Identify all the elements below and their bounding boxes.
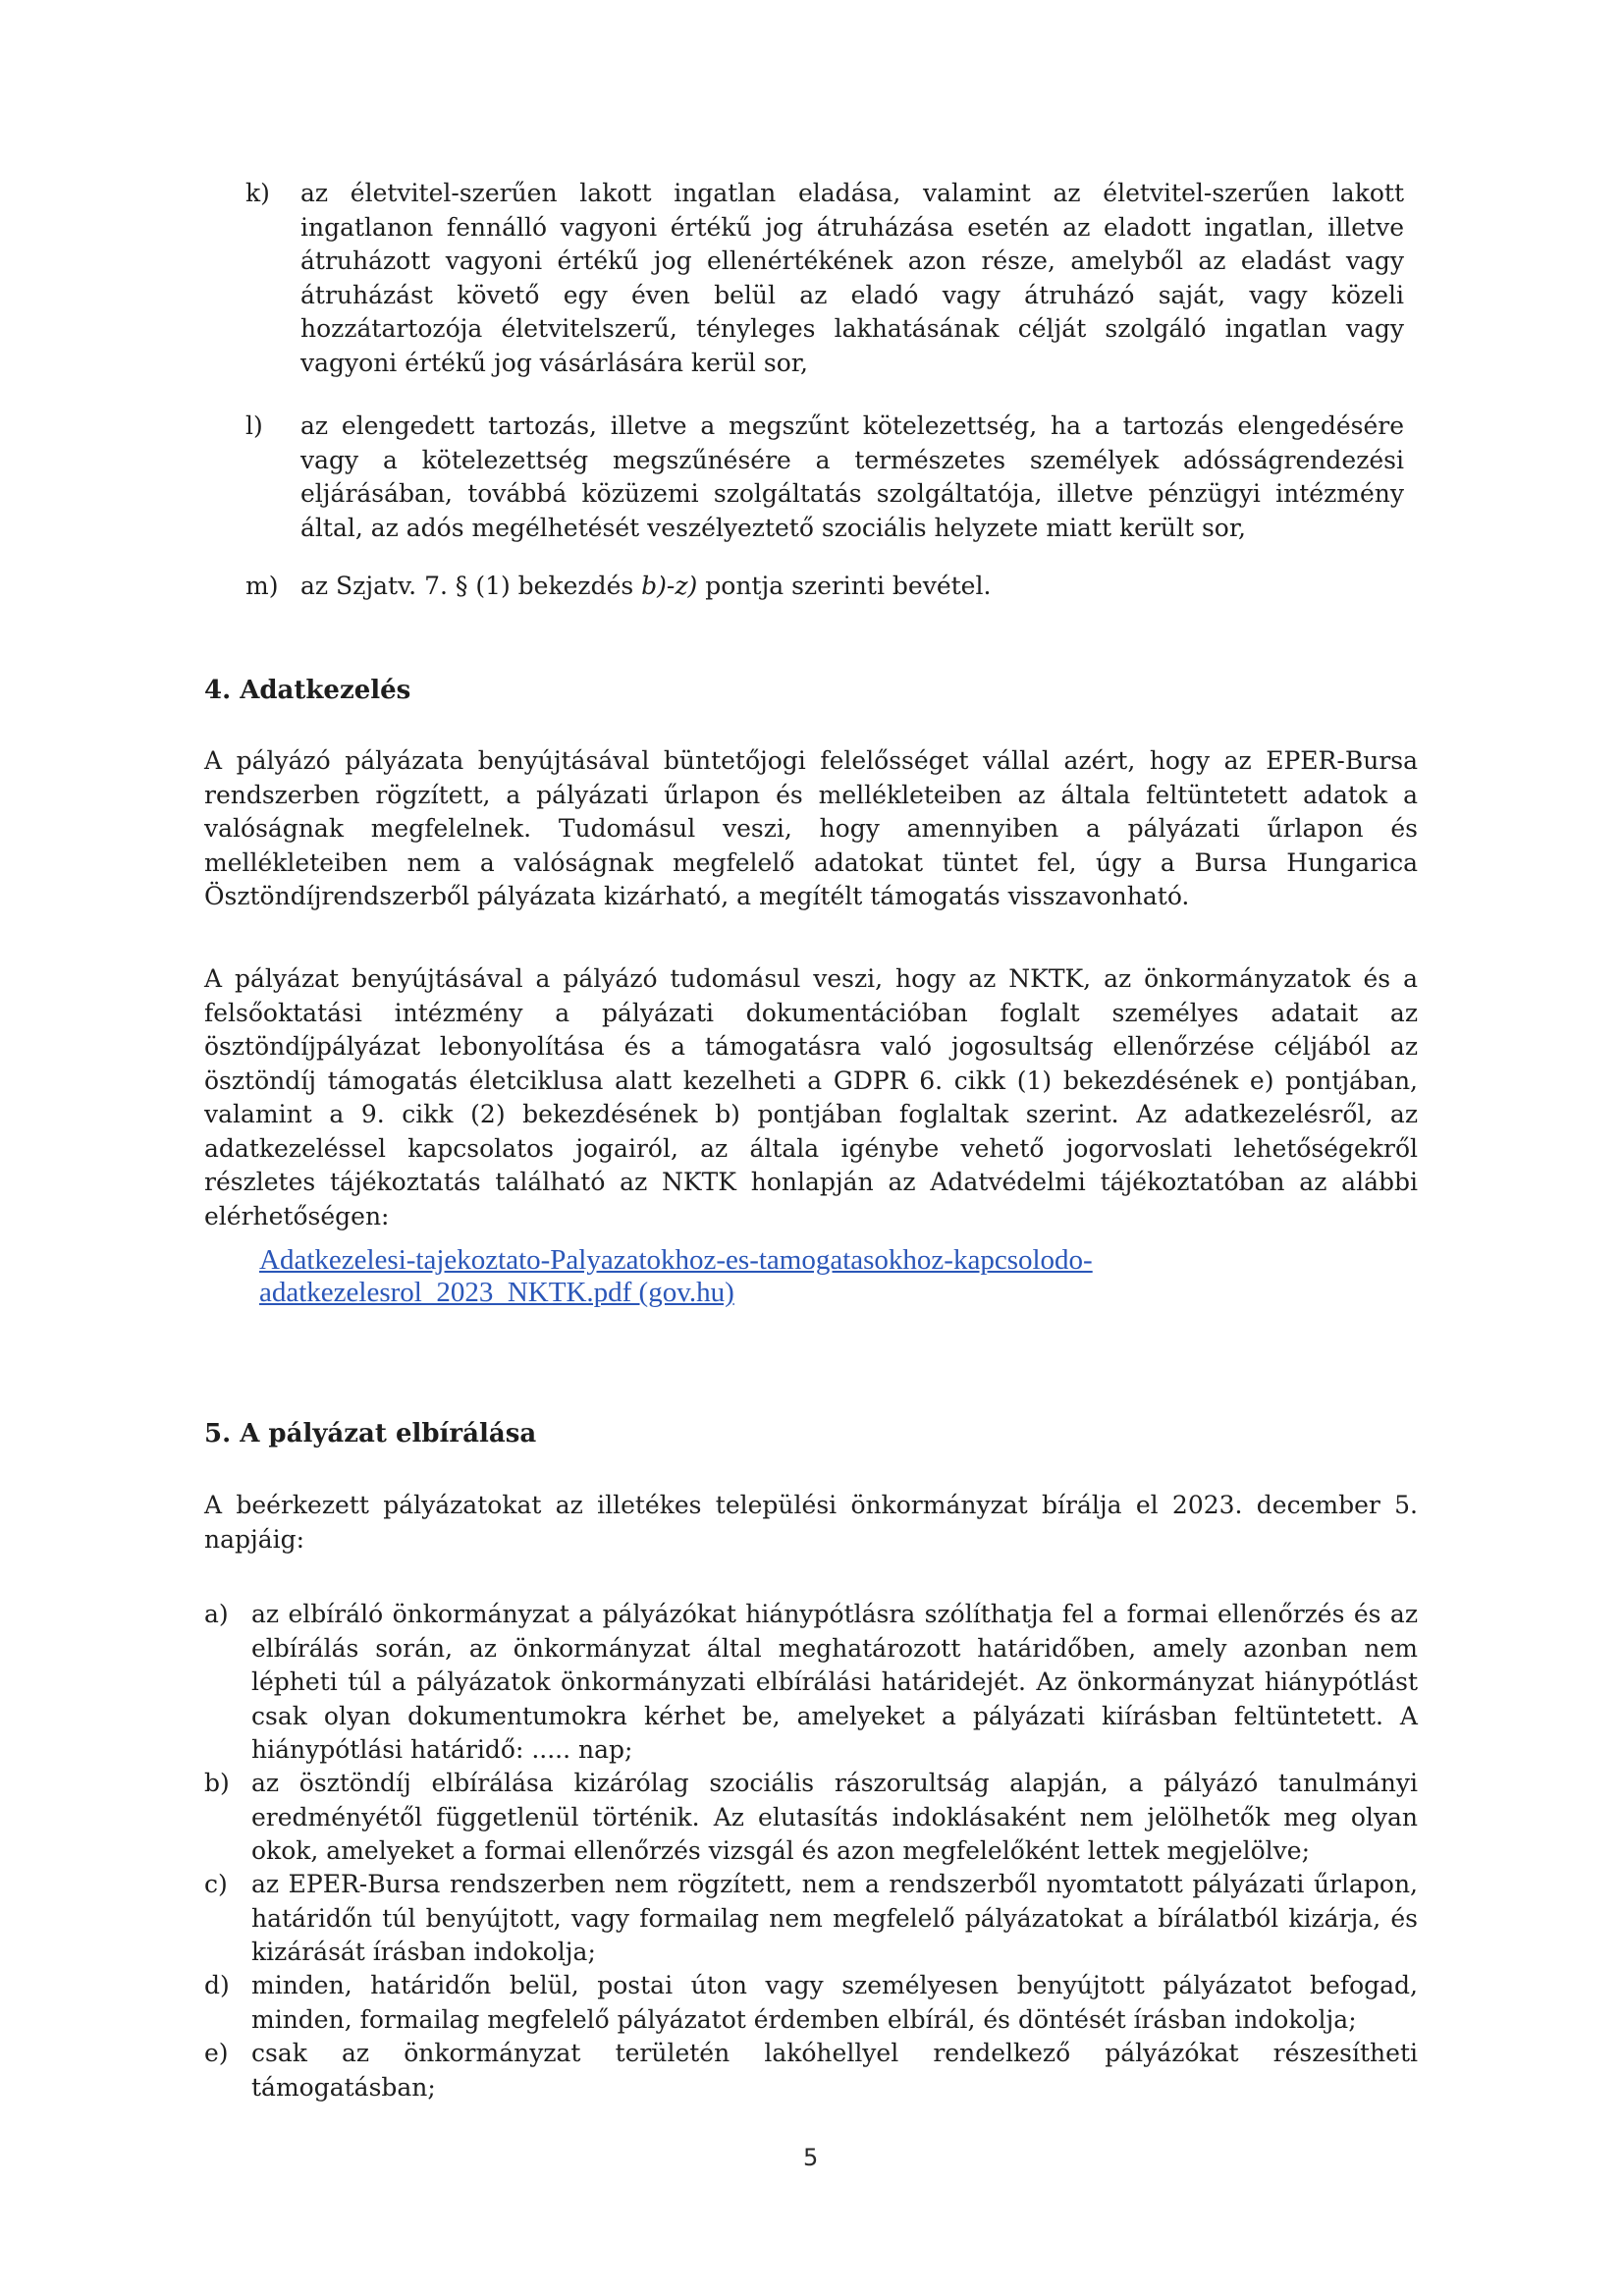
list-text: az EPER-Bursa rendszerben nem rögzített, nem a rendszerből nyomtatott pályázati űrlapon, határidőn túl benyújtott, vagy formailag nem megfelelő pályázatokat a bírálatból kizárja, és kizárását írásban indokolja; [251, 1870, 1418, 1966]
list-label: m) [245, 572, 279, 600]
section-4-paragraph-1: A pályázó pályázata benyújtásával büntetőjogi felelősséget vállal azért, hogy az EPER-Bursa rendszerben rögzített, a pályázati űrlapon és mellékleteiben az általa feltüntetett adatok a valóságnak megfelelnek. Tudomásul veszi, hogy amennyiben a pályázati űrlapon és mellékleteiben nem a valóságnak megfelelő adatokat tüntet fel, úgy a Bursa Hungarica Ösztöndíjrendszerből pályázata kizárható, a megítélt támogatás visszavonható. [204, 746, 1418, 910]
privacy-policy-link-line-1[interactable]: Adatkezelesi-tajekoztato-Palyazatokhoz-es-tamogatasokhoz-kapcsolodo- [259, 1244, 1093, 1276]
list-label: d) [204, 1971, 230, 1999]
list-label: e) [204, 2039, 229, 2067]
list-label: k) [245, 179, 270, 207]
list-text: csak az önkormányzat területén lakóhellyel rendelkező pályázókat részesítheti támogatásban; [251, 2039, 1418, 2102]
list-label: c) [204, 1870, 228, 1898]
list-text: az életvitel-szerűen lakott ingatlan eladása, valamint az életvitel-szerűen lakott ingatlanon fennálló vagyoni értékű jog átruházása esetén az eladott ingatlan, illetve átruházott vagyoni értékű jog ellenértékének azon része, amelyből az eladást vagy átruházást követő egy éven belül az eladó vagy átruházó saját, vagy közeli hozzátartozója életvitelszerű, tényleges lakhatásának célját szolgáló ingatlan vagy vagyoni értékű jog vásárlására kerül sor, [300, 179, 1404, 377]
list-item-d [204, 1969, 1418, 2037]
list-text [300, 570, 1404, 604]
section-5-heading: 5. A pályázat elbírálása [204, 1419, 537, 1449]
list-text-part: az Szjatv. 7. § (1) bekezdés [300, 572, 642, 600]
list-item-c [204, 1868, 1418, 1970]
privacy-policy-link-line-2[interactable]: adatkezelesrol_2023_NKTK.pdf (gov.hu) [259, 1277, 734, 1308]
list-item-l [245, 410, 1404, 545]
section-4-heading: 4. Adatkezelés [204, 676, 411, 705]
list-text: minden, határidőn belül, postai úton vagy személyesen benyújtott pályázatot befogad, minden, formailag megfelelő pályázatot érdemben elbírál, és döntését írásban indokolja; [251, 1971, 1418, 2034]
list-text-italic: b)-z) [641, 572, 698, 600]
list-text: az ösztöndíj elbírálása kizárólag szociális rászorultság alapján, a pályázó tanulmányi eredményétől függetlenül történik. Az elutasítás indoklásaként nem jelölhetők meg olyan okok, amelyeket a formai ellenőrzés vizsgál és azon megfelelőként lettek megjelölve; [251, 1769, 1418, 1865]
section-4-paragraph-2: A pályázat benyújtásával a pályázó tudomásul veszi, hogy az NKTK, az önkormányzatok és a felsőoktatási intézmény a pályázati dokumentációban foglalt személyes adatait az ösztöndíjpályázat lebonyolítása és a támogatásra való jogosultság ellenőrzése céljából az ösztöndíj támogatás életciklusa alatt kezelheti a GDPR 6. cikk (1) bekezdésének e) pontjában, valamint a 9. cikk (2) bekezdésének b) pontjában foglaltak szerint. Az adatkezelésről, az adatkezeléssel kapcsolatos jogairól, az általa igénybe vehető jogorvoslati lehetőségekről részletes tájékoztatás található az NKTK honlapján az Adatvédelmi tájékoztatóban az alábbi elérhetőségen: [204, 964, 1418, 1230]
list-text: az elengedett tartozás, illetve a megszűnt kötelezettség, ha a tartozás elengedésére vagy a kötelezettség megszűnésére a természetes személyek adósságrendezési eljárásában, továbbá közüzemi szolgáltatás szolgáltatója, illetve pénzügyi intézmény által, az adós megélhetését veszélyeztető szociális helyzete miatt került sor, [300, 411, 1404, 542]
list-text-part: pontja szerinti bevétel. [697, 572, 992, 600]
list-label: a) [204, 1600, 229, 1628]
section-5-intro: A beérkezett pályázatokat az illetékes települési önkormányzat bírálja el 2023. december 5. napjáig: [204, 1491, 1418, 1554]
page-number: 5 [803, 2144, 819, 2171]
list-label: b) [204, 1769, 230, 1797]
list-item-b [204, 1767, 1418, 1869]
list-item-k [245, 177, 1404, 380]
list-item-m [245, 570, 1404, 604]
list-text: az elbíráló önkormányzat a pályázókat hiánypótlásra szólíthatja fel a formai ellenőrzés és az elbírálás során, az önkormányzat által meghatározott határidőben, amely azonban nem lépheti túl a pályázatok önkormányzati elbírálási határidejét. Az önkormányzat hiánypótlást csak olyan dokumentumokra kérhet be, amelyeket a pályázati kiírásban feltüntetett. A hiánypótlási határidő: ..... nap; [251, 1600, 1418, 1764]
list-label: l) [245, 411, 263, 440]
list-item-e [204, 2037, 1418, 2105]
list-item-a [204, 1598, 1418, 1768]
